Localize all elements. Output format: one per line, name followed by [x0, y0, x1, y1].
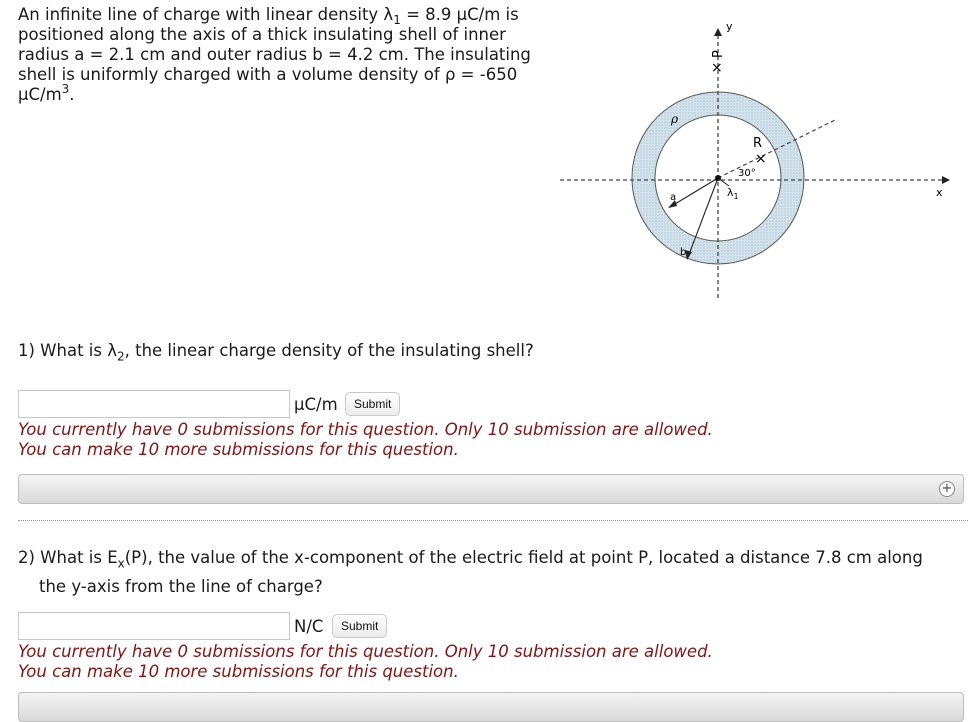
- y-axis-label: y: [726, 20, 733, 33]
- point-r-label: R: [753, 136, 763, 151]
- point-p-marker: ×: [711, 60, 723, 76]
- problem-statement: [18, 5, 538, 105]
- q2-prefix: 2) What is E: [18, 548, 118, 567]
- q1-suffix: , the linear charge density of the insulating shell?: [124, 341, 534, 360]
- question-2-unit: N/C: [294, 617, 324, 636]
- point-r-marker: ×: [755, 151, 767, 167]
- x-axis-arrow: [942, 176, 950, 184]
- radius-a-label: a: [670, 192, 677, 203]
- question-1-answer-input[interactable]: [18, 390, 290, 418]
- question-1-submission-count: You currently have 0 submissions for this question. Only 10 submission are allowed.: [18, 420, 713, 439]
- question-2-answer-input[interactable]: [18, 612, 290, 640]
- question-2-submission-count: You currently have 0 submissions for this question. Only 10 submission are allowed.: [18, 642, 713, 661]
- q1-subscript: 2: [116, 349, 125, 364]
- question-1-answer-row: [18, 390, 438, 424]
- y-axis-arrow: [714, 28, 722, 36]
- angle-label: 30°: [738, 168, 756, 179]
- rho-label: ρ: [671, 112, 679, 126]
- q2-subscript: x: [117, 556, 125, 571]
- question-1-text: [18, 339, 534, 368]
- cubed-superscript: 3: [61, 82, 70, 96]
- problem-text-part3: .: [69, 85, 75, 104]
- question-2-text: [18, 546, 948, 599]
- lambda1-subscript: 1: [393, 13, 401, 27]
- question-2-line2: the y-axis from the line of charge?: [39, 577, 323, 597]
- radius-b-label: b: [680, 247, 687, 258]
- question-2-remaining-submissions: You can make 10 more submissions for this question.: [18, 662, 459, 681]
- question-2-submit-button[interactable]: Submit: [332, 614, 387, 638]
- shell-diagram-svg: [550, 10, 970, 310]
- shell-diagram: [550, 10, 970, 310]
- problem-text-part1: An infinite line of charge with linear density λ: [18, 5, 394, 24]
- problem-text-part2: = 8.9 μC/m is positioned along the axis of a thick insulating shell of inner radius a = 2.1 cm and outer radius b = 4.2 cm. The insulating shell is uniformly charged with a volume density of ρ = -650 μC/m: [18, 5, 531, 104]
- question-1-unit: μC/m: [294, 395, 338, 414]
- question-2-hint-bar[interactable]: [18, 692, 964, 722]
- question-1-hint-bar[interactable]: [18, 474, 964, 504]
- lambda1-label: $\lambda_1$: [727, 186, 739, 201]
- question-2-answer-row: [18, 612, 438, 646]
- x-axis-label: x: [936, 186, 943, 199]
- q2-suffix: (P), the value of the x-component of the electric field at point P, located a distance 7.8 cm along: [124, 548, 923, 567]
- q1-prefix: 1) What is λ: [18, 341, 117, 360]
- plus-icon[interactable]: +: [939, 481, 955, 497]
- point-p-label: P: [711, 50, 726, 58]
- question-1-submit-button[interactable]: Submit: [345, 392, 400, 416]
- section-divider: [18, 520, 968, 521]
- question-1-remaining-submissions: You can make 10 more submissions for this question.: [18, 440, 459, 459]
- question-2-line1: [18, 546, 948, 575]
